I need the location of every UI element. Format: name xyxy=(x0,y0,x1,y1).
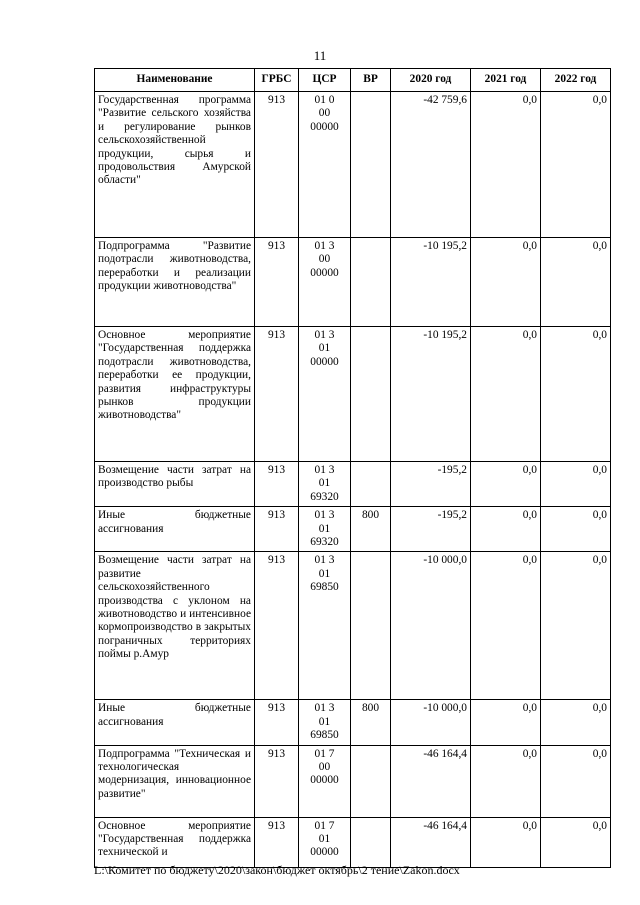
csr-code-part: 69850 xyxy=(310,729,339,742)
row-2020-cell: -10 195,2 xyxy=(391,327,471,462)
row-2020-cell: -42 759,6 xyxy=(391,92,471,238)
row-2022-cell: 0,0 xyxy=(541,745,611,817)
row-name-cell: Иные бюджетные ассигнования xyxy=(95,507,255,552)
csr-code-part: 01 xyxy=(318,477,331,490)
row-grbs-cell: 913 xyxy=(255,745,299,817)
row-2021-cell: 0,0 xyxy=(471,745,541,817)
row-2021-cell: 0,0 xyxy=(471,92,541,238)
header-2022: 2022 год xyxy=(541,69,611,92)
csr-code-part: 00 xyxy=(318,761,331,774)
header-vr: ВР xyxy=(351,69,391,92)
csr-code-part: 00000 xyxy=(310,774,339,787)
header-csr: ЦСР xyxy=(299,69,351,92)
row-vr-cell xyxy=(351,238,391,327)
row-csr-cell xyxy=(299,92,351,238)
csr-code-part: 00000 xyxy=(310,120,339,133)
row-csr-cell xyxy=(299,327,351,462)
row-2022-cell: 0,0 xyxy=(541,817,611,867)
table-row xyxy=(95,745,611,817)
csr-code-part: 01 3 xyxy=(314,240,335,252)
row-csr-cell xyxy=(299,462,351,507)
row-vr-cell xyxy=(351,92,391,238)
header-2020: 2020 год xyxy=(391,69,471,92)
row-name-cell: Возмещение части затрат на производство рыбы xyxy=(95,462,255,507)
row-name-cell: Иные бюджетные ассигнования xyxy=(95,700,255,745)
row-vr-cell: 800 xyxy=(351,700,391,745)
csr-code-part: 01 3 xyxy=(314,702,335,715)
row-vr-cell xyxy=(351,327,391,462)
row-2021-cell: 0,0 xyxy=(471,327,541,462)
row-grbs-cell: 913 xyxy=(255,507,299,552)
row-2021-cell: 0,0 xyxy=(471,552,541,700)
row-2021-cell: 0,0 xyxy=(471,700,541,745)
header-2021: 2021 год xyxy=(471,69,541,92)
table-row xyxy=(95,817,611,867)
row-csr-cell xyxy=(299,817,351,867)
row-csr-cell xyxy=(299,700,351,745)
csr-code-part: 00000 xyxy=(310,846,339,859)
csr-code-part: 01 xyxy=(318,522,331,535)
row-csr-cell xyxy=(299,745,351,817)
table-row xyxy=(95,507,611,552)
row-2021-cell: 0,0 xyxy=(471,817,541,867)
row-grbs-cell: 913 xyxy=(255,817,299,867)
csr-code-part: 01 3 xyxy=(314,509,335,522)
table-row xyxy=(95,462,611,507)
csr-code-part: 00000 xyxy=(310,355,339,368)
csr-code-part: 00 xyxy=(318,253,331,266)
table-row xyxy=(95,700,611,745)
csr-code-part: 01 xyxy=(318,567,331,580)
csr-code-part: 69320 xyxy=(310,536,339,549)
row-2021-cell: 0,0 xyxy=(471,462,541,507)
row-csr-cell xyxy=(299,238,351,327)
row-vr-cell: 800 xyxy=(351,507,391,552)
row-2022-cell: 0,0 xyxy=(541,700,611,745)
table-row xyxy=(95,238,611,327)
row-2020-cell: -10 000,0 xyxy=(391,700,471,745)
row-vr-cell xyxy=(351,817,391,867)
csr-code-part: 01 xyxy=(318,833,331,846)
header-grbs: ГРБС xyxy=(255,69,299,92)
row-name-cell: Государственная программа "Развитие сельского хозяйства и регулирование рынков сельскохозяйственной продукции, сырья и продовольствия Амурской области" xyxy=(95,92,255,238)
row-2022-cell: 0,0 xyxy=(541,92,611,238)
row-vr-cell xyxy=(351,462,391,507)
table-body xyxy=(95,92,611,868)
row-name-cell: Возмещение части затрат на развитие сельскохозяйственного производства с уклоном на животноводство и интенсивное кормопроизводство в закрытых пограничных территориях поймы р.Амур xyxy=(95,552,255,700)
row-name-cell: Подпрограмма "Техническая и технологическая модернизация, инновационное развитие" xyxy=(95,745,255,817)
csr-code-part: 01 3 xyxy=(314,464,335,476)
row-2020-cell: -46 164,4 xyxy=(391,745,471,817)
csr-code-part: 69850 xyxy=(310,581,339,594)
header-name: Наименование xyxy=(95,69,255,92)
row-2020-cell: -10 000,0 xyxy=(391,552,471,700)
table-header-row xyxy=(95,69,611,92)
row-grbs-cell: 913 xyxy=(255,700,299,745)
row-vr-cell xyxy=(351,552,391,700)
row-name-cell: Основное мероприятие "Государственная поддержка технической и xyxy=(95,817,255,867)
row-grbs-cell: 913 xyxy=(255,552,299,700)
row-2022-cell: 0,0 xyxy=(541,507,611,552)
row-csr-cell xyxy=(299,552,351,700)
footer-file-path: L:\Комитет по бюджету\2020\закон\бюджет октябрь\2 тение\Zakon.docx xyxy=(94,863,460,877)
row-2021-cell: 0,0 xyxy=(471,507,541,552)
row-grbs-cell: 913 xyxy=(255,92,299,238)
row-2022-cell: 0,0 xyxy=(541,552,611,700)
row-vr-cell xyxy=(351,745,391,817)
row-csr-cell xyxy=(299,507,351,552)
row-grbs-cell: 913 xyxy=(255,327,299,462)
row-name-cell: Основное мероприятие "Государственная поддержка подотрасли животноводства, переработки ее продукции, развития инфраструктуры рынков продукции животноводства" xyxy=(95,327,255,462)
row-2020-cell: -10 195,2 xyxy=(391,238,471,327)
row-name-cell: Подпрограмма "Развитие подотрасли животноводства, переработки и реализации продукции животноводства" xyxy=(95,238,255,327)
row-2022-cell: 0,0 xyxy=(541,238,611,327)
csr-code-part: 01 3 xyxy=(314,329,335,341)
table-row xyxy=(95,327,611,462)
table-row xyxy=(95,92,611,238)
row-2020-cell: -46 164,4 xyxy=(391,817,471,867)
csr-code-part: 00000 xyxy=(310,266,339,279)
budget-table xyxy=(94,68,611,868)
row-2020-cell: -195,2 xyxy=(391,507,471,552)
csr-code-part: 01 7 xyxy=(314,747,335,760)
csr-code-part: 00 xyxy=(318,107,331,120)
table-row xyxy=(95,552,611,700)
row-2020-cell: -195,2 xyxy=(391,462,471,507)
csr-code-part: 01 0 xyxy=(314,94,335,106)
row-2021-cell: 0,0 xyxy=(471,238,541,327)
row-2022-cell: 0,0 xyxy=(541,462,611,507)
csr-code-part: 69320 xyxy=(310,490,339,503)
csr-code-part: 01 7 xyxy=(314,819,335,832)
row-grbs-cell: 913 xyxy=(255,238,299,327)
csr-code-part: 01 xyxy=(318,342,331,355)
row-grbs-cell: 913 xyxy=(255,462,299,507)
csr-code-part: 01 3 xyxy=(314,554,335,567)
page-number: 11 xyxy=(313,48,327,63)
row-2022-cell: 0,0 xyxy=(541,327,611,462)
csr-code-part: 01 xyxy=(318,715,331,728)
